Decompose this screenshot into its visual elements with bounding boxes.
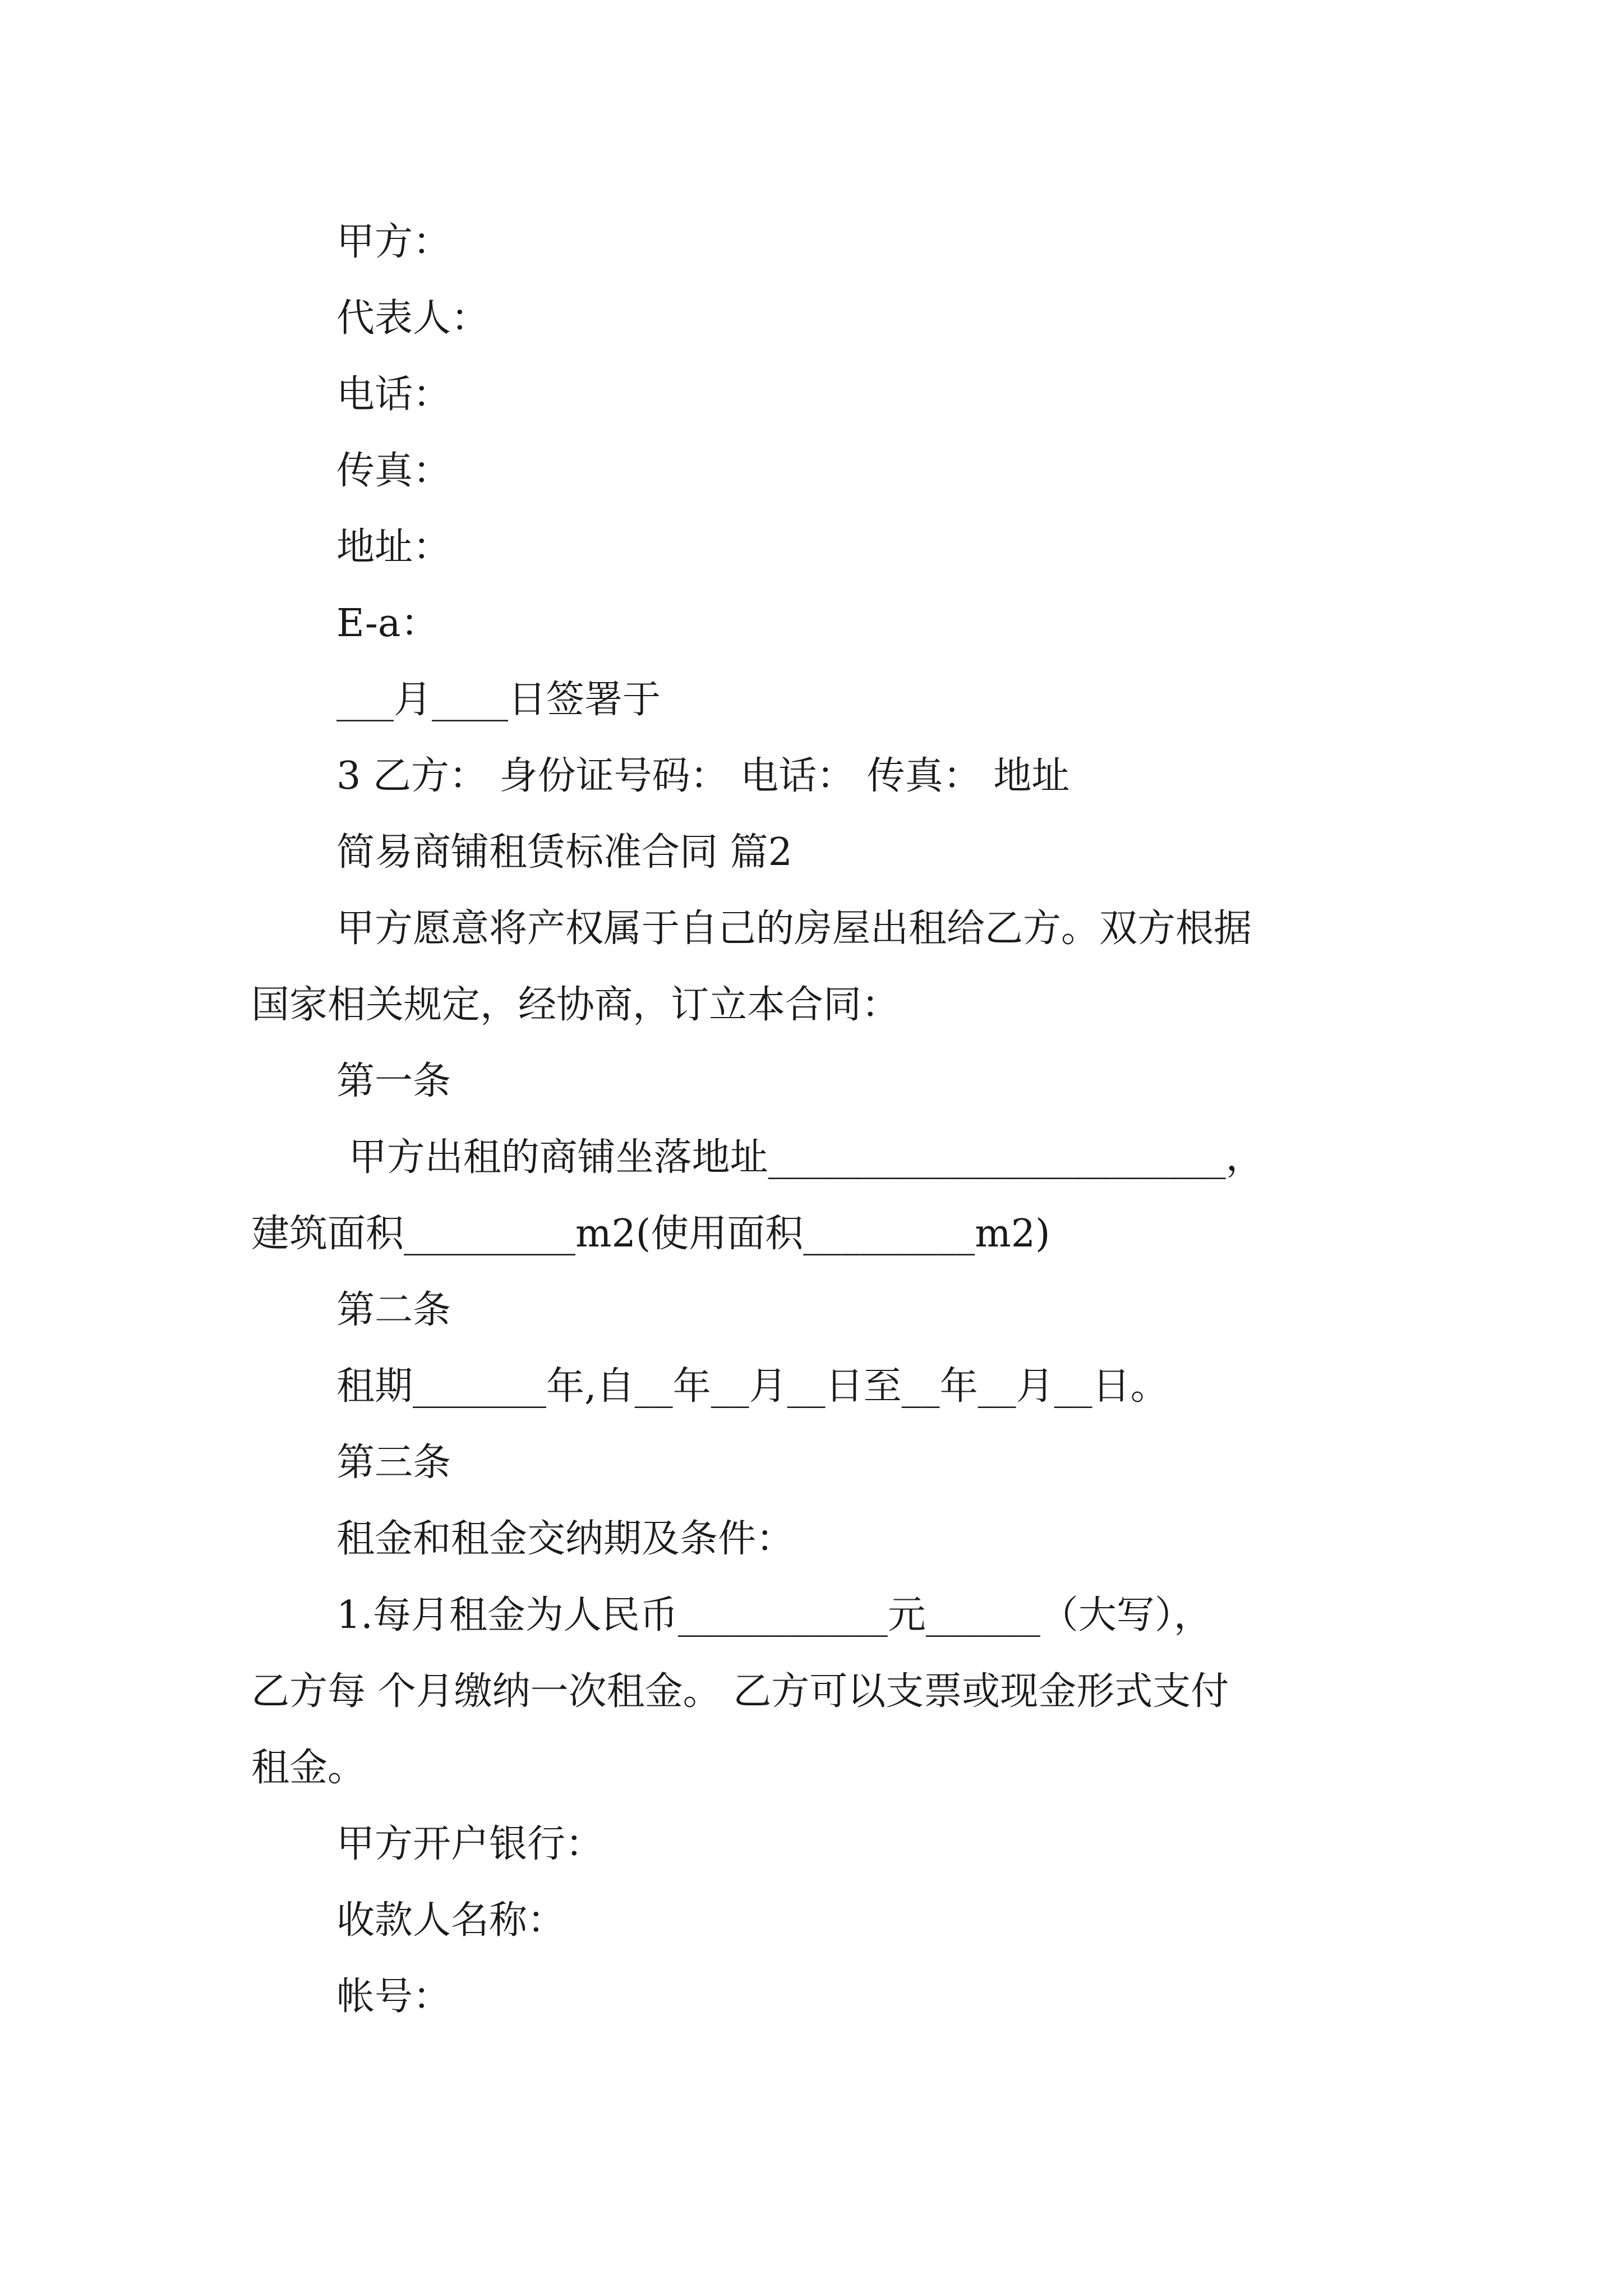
preamble-line-1: 甲方愿意将产权属于自己的房屋出租给乙方。双方根据 [336,907,1252,951]
article-3-heading: 第三条 [336,1441,451,1485]
signing-date-line: ___月____日签署于 [336,678,661,722]
article-3-line-4: 租金。 [251,1746,366,1790]
account-number-label: 帐号： [336,1975,451,2019]
article-3-line-1: 租金和租金交纳期及条件： [336,1517,795,1561]
article-3-line-2: 1.每月租金为人民币___________元______（大写）， [336,1593,1212,1637]
party-a-label: 甲方： [336,220,451,264]
email-label: E-a： [336,601,439,646]
party-b-info-line: 3 乙方： 身份证号码： 电话： 传真： 地址 [336,754,1070,798]
preamble-line-2: 国家相关规定，经协商，订立本合同： [251,983,900,1027]
article-3-line-3: 乙方每 个月缴纳一次租金。 乙方可以支票或现金形式支付 [251,1669,1229,1714]
address-label: 地址： [336,525,451,569]
article-1-heading: 第一条 [336,1059,451,1103]
bank-label: 甲方开户银行： [336,1822,604,1866]
article-2-heading: 第二条 [336,1288,451,1332]
fax-label: 传真： [336,449,451,493]
article-1-line-2: 建筑面积_________m2(使用面积_________m2) [251,1212,1050,1256]
article-2-line-1: 租期_______年,自__年__月__日至__年__月__日。 [336,1364,1169,1409]
article-1-line-1: 甲方出租的商铺坐落地址________________________， [336,1135,1264,1180]
payee-name-label: 收款人名称： [336,1898,566,1943]
representative-label: 代表人： [336,296,490,341]
phone-label: 电话： [336,372,451,417]
section-heading: 简易商铺租赁标准合同 篇2 [336,830,792,875]
